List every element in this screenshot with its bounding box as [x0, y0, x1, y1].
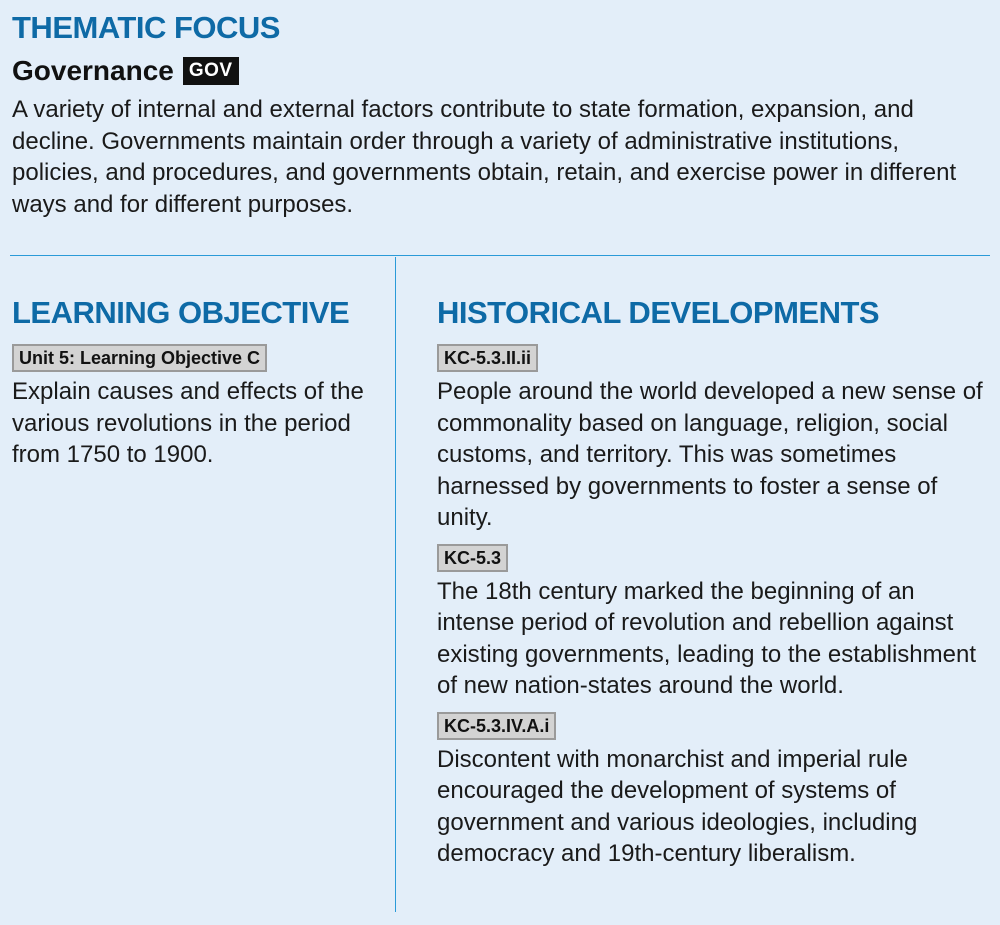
- development-tag: KC-5.3: [437, 544, 508, 572]
- theme-tag-badge: GOV: [183, 57, 239, 85]
- theme-name: Governance: [12, 55, 174, 86]
- development-text: People around the world developed a new sense of commonality based on language, religion, social customs, and territory. This was sometimes harnessed by governments to foster a sense of unity.: [437, 378, 983, 531]
- development-item: [437, 544, 992, 702]
- development-text: The 18th century marked the beginning of an intense period of revolution and rebellion against existing governments, leading to the establishment of new nation-states around the world.: [437, 577, 976, 699]
- learning-objective-column: [12, 295, 382, 471]
- vertical-divider: [395, 257, 396, 912]
- learning-objective-text: Explain causes and effects of the various revolutions in the period from 1750 to 1900.: [12, 378, 364, 468]
- theme-description: A variety of internal and external factors contribute to state formation, expansion, and decline. Governments maintain order through a variety of administrative institutions, policies, and procedures, and governments obtain, retain, and exercise power in different ways and for different purposes.: [12, 96, 957, 218]
- learning-objective-tag: Unit 5: Learning Objective C: [12, 344, 267, 372]
- development-tag: KC-5.3.II.ii: [437, 344, 538, 372]
- development-item: [437, 331, 992, 534]
- thematic-focus-heading: THEMATIC FOCUS: [12, 10, 280, 45]
- development-tag: KC-5.3.IV.A.i: [437, 712, 556, 740]
- theme-title-row: [12, 54, 239, 88]
- historical-developments-heading: HISTORICAL DEVELOPMENTS: [437, 295, 880, 330]
- horizontal-divider: [10, 255, 990, 256]
- development-item: [437, 712, 992, 870]
- historical-developments-column: [437, 295, 992, 870]
- development-text: Discontent with monarchist and imperial rule encouraged the development of systems of government and various ideologies, including democracy and 19th-century liberalism.: [437, 745, 918, 867]
- learning-objective-heading: LEARNING OBJECTIVE: [12, 295, 350, 330]
